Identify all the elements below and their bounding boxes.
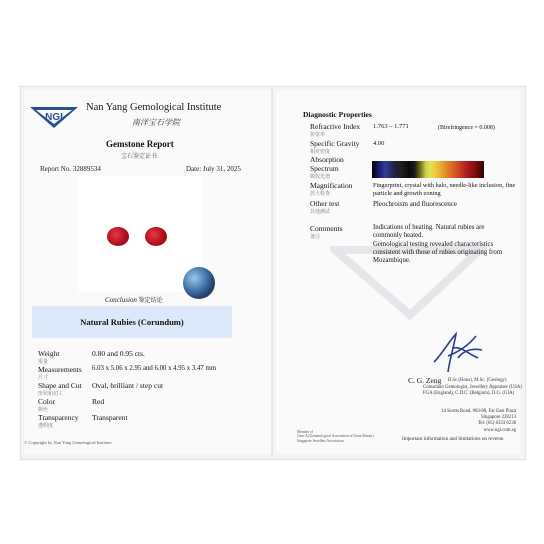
signer-credentials-2: Consultant Gemologist, Jewellery Appraiser (USA) <box>423 385 522 390</box>
address-line-3: Tel: (65) 6333 6238 <box>477 421 516 427</box>
sg-value: 4.00 <box>373 140 385 147</box>
report-number <box>40 165 101 173</box>
detail-label: Transparency <box>38 413 79 422</box>
conclusion-label: Conclusion <box>105 296 137 304</box>
report-number-label: Report No. <box>40 165 72 173</box>
detail-label: Weight <box>38 349 60 358</box>
absorption-label: Absorption <box>310 155 344 164</box>
magnification-label: Magnification <box>310 181 353 190</box>
detail-value: Transparent <box>92 413 128 422</box>
ri-label: Refractive Index <box>310 122 361 131</box>
ri-row <box>310 122 360 138</box>
detail-label-cn: 颜色 <box>38 408 49 413</box>
comments-label-cn: 备注 <box>310 235 321 240</box>
address-line-4: www.ngi.com.sg <box>483 427 516 433</box>
magnification-value: Fingerprint, crystal with halo, needle-like inclusion, fine particle and growth zoning <box>373 182 516 197</box>
detail-label-cn: 重量 <box>38 360 49 365</box>
ri-value: 1.763 – 1.771 <box>373 123 409 130</box>
comments-value-1: Indications of heating. Natural rubies are commonly heated. <box>373 224 485 239</box>
sg-label-cn: 相对密度 <box>310 150 331 155</box>
comments-label: Comments <box>310 224 343 233</box>
address-line-2: Singapore 228213 <box>480 415 516 421</box>
address-block <box>422 409 516 434</box>
institute-name-cn: 南洋宝石学院 <box>132 118 180 127</box>
detail-label-cn: 尺寸 <box>38 376 49 381</box>
detail-label-cn: 透明度 <box>38 424 54 429</box>
absorption-label-cn: 吸收光谱 <box>310 175 331 180</box>
signer-credentials-1: B.Sc.(Hons), M.Sc. (Geology) <box>448 378 507 383</box>
conclusion-value: Natural Rubies (Corundum) <box>80 317 184 327</box>
detail-label-cn: 形状和切工 <box>38 392 64 397</box>
detail-value: Oval, brilliant / step cut <box>92 381 164 390</box>
magnification-label-cn: 放大检查 <box>310 192 331 197</box>
conclusion-label-cn: 鉴定结论 <box>138 298 163 304</box>
other-test-value: Pleochroism and fluorescence <box>373 200 457 208</box>
report-date-label: Date: <box>186 165 202 173</box>
member-of-label: Member of <box>297 430 314 434</box>
ruby-stone-left <box>107 227 129 246</box>
copyright-text: © Copyright by Nan Yang Gemological Institute <box>24 440 112 445</box>
detail-value: 6.03 x 5.06 x 2.95 and 6.00 x 4.95 x 3.47 mm <box>92 365 217 372</box>
signer-name: C. G. Zeng <box>408 376 442 385</box>
sg-row <box>310 139 359 155</box>
detail-row <box>38 397 264 413</box>
absorption-label-2: Spectrum <box>310 164 339 173</box>
institute-name: Nan Yang Gemological Institute <box>86 102 222 113</box>
detail-row <box>38 413 264 429</box>
comments-value-2: Gemological testing revealed characteristics consistent with those of rubies originating from Mozambique. <box>373 241 503 264</box>
absorption-spectrum-image <box>372 161 484 178</box>
conclusion-banner <box>32 306 232 338</box>
ri-label-cn: 折射率 <box>310 133 326 138</box>
detail-value: 0.80 and 0.95 cts. <box>92 349 145 358</box>
magnification-row <box>310 181 353 197</box>
details-list <box>38 349 264 429</box>
gem-photo <box>78 176 202 292</box>
conclusion-heading <box>105 295 163 304</box>
detail-row <box>38 365 264 381</box>
signature-image <box>428 328 488 376</box>
report-date-value: July 31, 2025 <box>202 165 241 173</box>
detail-row <box>38 349 264 365</box>
report-number-value: 32889534 <box>72 165 101 173</box>
other-test-label: Other test <box>310 199 340 208</box>
member-gem-a: Gem-A (Gemmological Association of Great Britain) <box>297 434 374 439</box>
other-test-row <box>310 199 339 215</box>
detail-row <box>38 381 264 397</box>
ruby-stone-right <box>145 227 167 246</box>
comments-row <box>310 224 343 240</box>
detail-label: Measurements <box>38 365 82 374</box>
absorption-row <box>310 155 344 180</box>
ngi-logo-icon <box>30 103 78 129</box>
logo-text: NGI <box>45 112 63 123</box>
page-fold <box>271 88 273 456</box>
address-line-1: 14 Scotts Road, #03-80, Far East Plaza <box>441 409 516 414</box>
signer-credentials-3: FGA (England), C.D.C. (Belgium), D.G. (GIA) <box>423 391 515 396</box>
member-sja: Singapore Jewellers Association <box>297 438 344 443</box>
report-title-cn: 宝石鉴定证书 <box>121 154 158 160</box>
detail-value: Red <box>92 397 105 406</box>
report-date <box>186 165 241 173</box>
report-title: Gemstone Report <box>106 139 174 149</box>
birefringence-value: (Birefringence = 0.008) <box>438 125 495 131</box>
diagnostic-title: Diagnostic Properties <box>303 110 372 119</box>
hologram-seal-icon <box>183 267 215 299</box>
detail-label: Color <box>38 397 56 406</box>
detail-label: Shape and Cut <box>38 381 82 390</box>
other-test-label-cn: 其他测试 <box>310 210 331 215</box>
membership-block <box>297 430 374 443</box>
reverse-notice: Important information and limitations on reverse. <box>402 436 505 442</box>
sg-label: Specific Gravity <box>310 139 360 148</box>
